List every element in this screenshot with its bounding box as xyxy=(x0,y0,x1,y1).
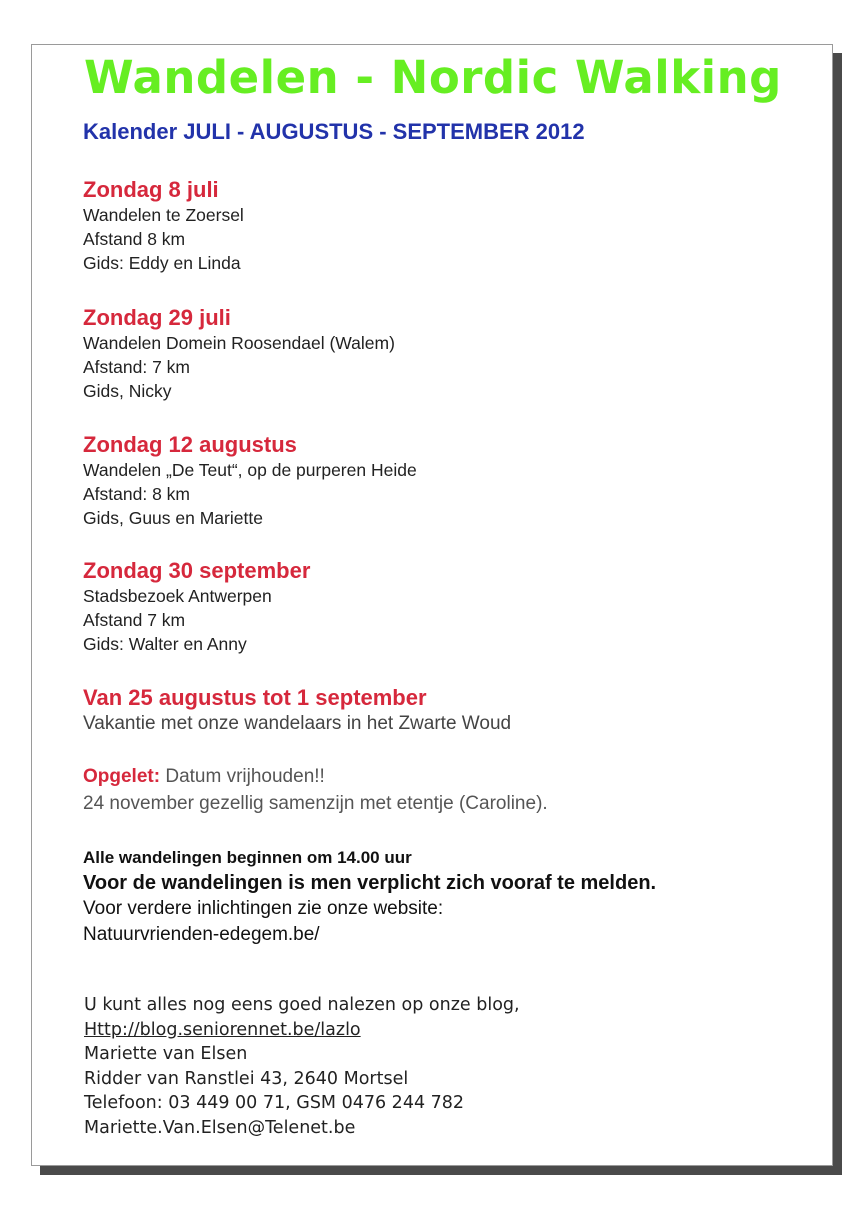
event-distance: Afstand 8 km xyxy=(83,229,186,249)
registration-text: Voor de wandelingen is men verplicht zich vooraf te melden. xyxy=(83,872,657,894)
event-heading: Zondag 8 juli xyxy=(83,177,219,202)
contact-address: Ridder van Ranstlei 43, 2640 Mortsel xyxy=(84,1068,409,1089)
blog-text: U kunt alles nog eens goed nalezen op onze blog, xyxy=(84,995,520,1015)
event-distance: Afstand 7 km xyxy=(83,610,186,630)
info-block xyxy=(83,845,656,948)
calendar-subtitle: Kalender JULI - AUGUSTUS - SEPTEMBER 2012 xyxy=(83,119,585,144)
page-title: Wandelen - Nordic Walking xyxy=(84,51,782,104)
event-block xyxy=(83,177,244,275)
event-guide: Gids: Eddy en Linda xyxy=(83,253,241,273)
contact-phone: Telefoon: 03 449 00 71, GSM 0476 244 782 xyxy=(84,1093,465,1113)
flyer-page xyxy=(31,44,833,1166)
vacation-heading: Van 25 augustus tot 1 september xyxy=(83,685,427,710)
event-description: Wandelen „De Teut“, op de purperen Heide xyxy=(83,460,417,480)
notice-detail: 24 november gezellig samenzijn met etentje (Caroline). xyxy=(83,793,548,814)
notice-line xyxy=(83,763,548,790)
contact-email[interactable]: Mariette.Van.Elsen@Telenet.be xyxy=(84,1117,356,1138)
event-description: Stadsbezoek Antwerpen xyxy=(83,586,272,606)
event-block xyxy=(83,558,310,656)
event-block xyxy=(83,305,395,403)
event-distance: Afstand: 8 km xyxy=(83,484,190,504)
website-link[interactable]: Natuurvrienden-edegem.be/ xyxy=(83,924,320,945)
event-block xyxy=(83,432,417,530)
contact-name: Mariette van Elsen xyxy=(84,1044,248,1064)
start-time-text: Alle wandelingen beginnen om 14.00 uur xyxy=(83,848,412,867)
vacation-text: Vakantie met onze wandelaars in het Zwarte Woud xyxy=(83,713,512,734)
event-heading: Zondag 29 juli xyxy=(83,305,231,330)
event-guide: Gids, Nicky xyxy=(83,381,172,401)
event-guide: Gids, Guus en Mariette xyxy=(83,508,263,528)
event-guide: Gids: Walter en Anny xyxy=(83,634,247,654)
vacation-block xyxy=(83,685,511,737)
contact-block xyxy=(84,993,520,1140)
event-distance: Afstand: 7 km xyxy=(83,357,190,377)
notice-block xyxy=(83,763,548,817)
notice-label: Opgelet: xyxy=(83,766,161,787)
event-description: Wandelen Domein Roosendael (Walem) xyxy=(83,333,395,353)
notice-text: Datum vrijhouden!! xyxy=(165,766,325,787)
event-heading: Zondag 30 september xyxy=(83,558,311,583)
more-info-text: Voor verdere inlichtingen zie onze website: xyxy=(83,898,444,919)
blog-link[interactable]: Http://blog.seniorennet.be/lazlo xyxy=(84,1019,361,1040)
event-description: Wandelen te Zoersel xyxy=(83,205,244,225)
event-heading: Zondag 12 augustus xyxy=(83,432,297,457)
